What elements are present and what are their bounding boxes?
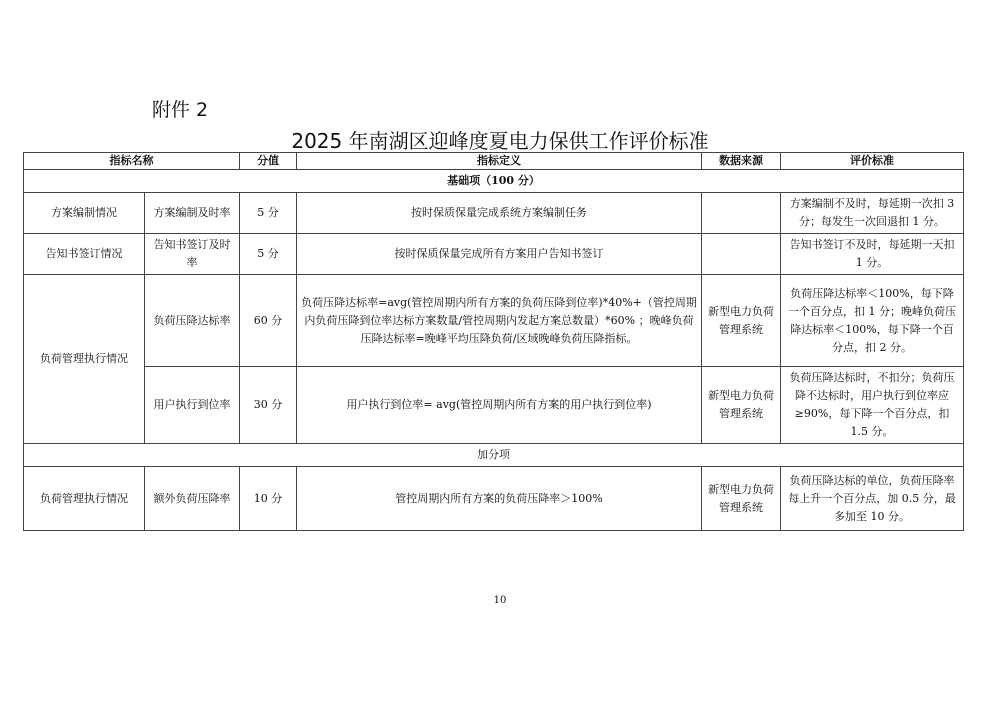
header-definition: 指标定义 [297, 153, 702, 170]
score-cell: 5 分 [240, 193, 297, 234]
criteria-cell: 负荷压降达标率＜100%，每下降一个百分点，扣 1 分；晚峰负荷压降达标率＜100%，每下降一个百分点，扣 2 分。 [781, 275, 964, 367]
table-row [24, 367, 964, 444]
definition-cell: 用户执行到位率= avg(管控周期内所有方案的用户执行到位率) [297, 367, 702, 444]
header-score: 分值 [240, 153, 297, 170]
sub-indicator-cell: 额外负荷压降率 [145, 467, 240, 531]
score-cell: 10 分 [240, 467, 297, 531]
definition-cell: 负荷压降达标率=avg(管控周期内所有方案的负荷压降到位率)*40%+（管控周期内负荷压降到位率达标方案数量/管控周期内发起方案总数量）*60% ；晚峰负荷压降达标率=晚峰平均压降负荷/区域晚峰负荷压降指标。 [297, 275, 702, 367]
table-header-row [24, 153, 964, 170]
definition-cell: 管控周期内所有方案的负荷压降率＞100% [297, 467, 702, 531]
definition-cell: 按时保质保量完成系统方案编制任务 [297, 193, 702, 234]
source-cell: 新型电力负荷管理系统 [702, 275, 781, 367]
table-row [24, 193, 964, 234]
table-row [24, 467, 964, 531]
header-criteria: 评价标准 [781, 153, 964, 170]
source-cell [702, 234, 781, 275]
criteria-cell: 告知书签订不及时，每延期一天扣 1 分。 [781, 234, 964, 275]
attachment-label: 附件 2 [152, 99, 209, 121]
page-title: 2025 年南湖区迎峰度夏电力保供工作评价标准 [291, 129, 709, 153]
sub-indicator-cell: 告知书签订及时率 [145, 234, 240, 275]
table-row [24, 275, 964, 367]
section-bonus: 加分项 [24, 444, 964, 467]
category-cell: 告知书签订情况 [24, 234, 145, 275]
source-cell [702, 193, 781, 234]
category-cell: 负荷管理执行情况 [24, 467, 145, 531]
category-cell: 方案编制情况 [24, 193, 145, 234]
criteria-cell: 负荷压降达标时，不扣分；负荷压降不达标时，用户执行到位率应≥90%，每下降一个百分点，扣 1.5 分。 [781, 367, 964, 444]
criteria-cell: 方案编制不及时，每延期一次扣 3 分；每发生一次回退扣 1 分。 [781, 193, 964, 234]
criteria-cell: 负荷压降达标的单位，负荷压降率每上升一个百分点，加 0.5 分，最多加至 10 分。 [781, 467, 964, 531]
sub-indicator-cell: 负荷压降达标率 [145, 275, 240, 367]
page-number: 10 [493, 595, 507, 606]
score-cell: 30 分 [240, 367, 297, 444]
section-basic: 基础项（100 分） [24, 170, 964, 193]
source-cell: 新型电力负荷管理系统 [702, 367, 781, 444]
score-cell: 5 分 [240, 234, 297, 275]
evaluation-table [23, 152, 964, 531]
source-cell: 新型电力负荷管理系统 [702, 467, 781, 531]
section-row-bonus [24, 444, 964, 467]
category-cell: 负荷管理执行情况 [24, 275, 145, 444]
definition-cell: 按时保质保量完成所有方案用户告知书签订 [297, 234, 702, 275]
header-indicator-name: 指标名称 [24, 153, 240, 170]
sub-indicator-cell: 用户执行到位率 [145, 367, 240, 444]
sub-indicator-cell: 方案编制及时率 [145, 193, 240, 234]
section-row-basic [24, 170, 964, 193]
table-row [24, 234, 964, 275]
header-data-source: 数据来源 [702, 153, 781, 170]
score-cell: 60 分 [240, 275, 297, 367]
